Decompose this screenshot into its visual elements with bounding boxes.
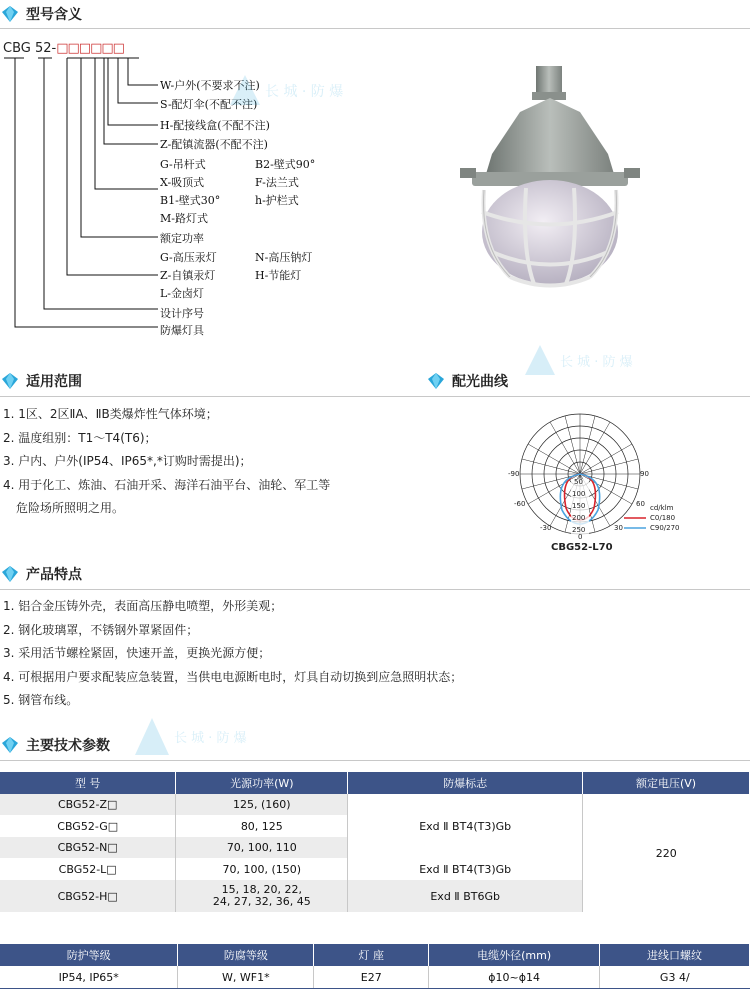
list-item: 1. 1区、2区ⅡA、ⅡB类爆炸性气体环境； [3,407,218,421]
list-item: 危险场所照明之用。 [16,501,125,515]
polar-angle-label: 90 [640,470,649,478]
table-header: 型 号 [0,772,176,794]
list-item: 4. 用于化工、炼油、石油开采、海洋石油平台、油轮、军工等 [3,477,331,492]
section-params-header [0,733,110,757]
table-cell-voltage: 220 [583,794,750,912]
code-label-power: 额定功率 [160,232,204,245]
table-cell: 125, (160) [176,794,348,815]
table-cell: CBG52-G□ [0,815,176,837]
table-header: 进线口螺纹 [600,944,750,966]
svg-text:长 城 · 防 爆: 长 城 · 防 爆 [265,84,344,100]
table-header: 电缆外径(mm) [429,944,600,966]
table-cell: 15, 18, 20, 22, 24, 27, 32, 36, 45 [176,880,348,912]
polar-angle-label: 30 [614,524,623,532]
table-cell: 70, 100, (150) [176,858,348,880]
diamond-icon [0,4,20,24]
table-cell: 80, 125 [176,815,348,837]
polar-unit: cd/klm [650,504,674,512]
spec-table-secondary [0,944,750,988]
diamond-icon [0,564,20,584]
code-label-n-lamp: N-高压钠灯 [255,251,313,264]
features-list [3,595,462,713]
spec-table-main [0,772,750,912]
table-header: 防护等级 [0,944,178,966]
table-header: 防爆标志 [348,772,583,794]
code-label-h-lamp: H-节能灯 [255,269,302,282]
table-header: 额定电压(V) [583,772,750,794]
polar-radial-label: 100 [572,490,586,498]
code-label-h: H-配接线盒(不配不注) [160,119,270,132]
code-label-w: W-户外(不要求不注) [160,79,260,92]
section-model-header [0,2,82,26]
polar-legend-c90: C90/270 [650,524,680,532]
divider [0,28,750,29]
code-label-explosion-proof: 防爆灯具 [160,324,204,337]
list-item: 2. 温度组别：T1～T4(T6)； [3,430,157,445]
section-title: 产品特点 [26,567,82,583]
code-label-s: S-配灯伞(不配不注) [160,98,258,111]
polar-curve-chart [500,400,700,560]
divider [0,396,750,397]
table-cell: Exd Ⅱ BT4(T3)Gb [348,858,583,880]
list-item: 3. 户内、户外(IP54、IP65*,*订购时需提出)； [3,454,252,468]
list-item: 3. 采用活节螺栓紧固，快速开盖，更换光源方便； [3,646,271,660]
watermark-logo [225,70,344,110]
polar-legend-c0: C0/180 [650,514,676,522]
lamp-product-image [450,62,650,292]
section-title: 型号含义 [26,7,82,23]
list-item: 1. 铝合金压铸外壳，表面高压静电喷塑，外形美观； [3,599,283,613]
polar-caption: CBG52-L70 [551,542,613,553]
table-cell: E27 [314,966,429,988]
section-title: 主要技术参数 [26,738,110,754]
polar-radial-label: 150 [572,502,586,510]
divider [0,760,750,761]
polar-angle-label: -60 [514,500,526,508]
model-code [3,41,124,56]
code-label-g-pole: G-吊杆式 [160,158,206,171]
code-label-design: 设计序号 [160,307,204,320]
list-item: 4. 可根据用户要求配装应急装置，当供电电源断电时，灯具自动切换到应急照明状态； [3,669,463,684]
svg-text:长 城 · 防 爆: 长 城 · 防 爆 [174,731,247,746]
section-title: 适用范围 [26,374,82,390]
watermark-logo [520,340,633,380]
table-header: 防腐等级 [178,944,314,966]
polar-radial-label: 200 [572,514,586,522]
code-label-z-lamp: Z-自镇汞灯 [160,269,216,282]
table-cell: CBG52-L□ [0,858,176,880]
model-code-boxes: □□□□□□ [56,41,124,56]
polar-radial-label: 50 [574,478,583,486]
divider [0,589,750,590]
scope-list [3,403,330,521]
code-label-z: Z-配镇流器(不配不注) [160,138,268,151]
watermark-logo [130,710,247,760]
diamond-icon [426,371,446,391]
table-cell: Exd Ⅱ BT4(T3)Gb [348,794,583,858]
table-cell: CBG52-N□ [0,837,176,858]
svg-text:长 城 · 防 爆: 长 城 · 防 爆 [560,355,633,370]
code-label-g-lamp: G-高压汞灯 [160,251,217,264]
diamond-icon [0,371,20,391]
table-cell: W, WF1* [178,966,314,988]
table-row [0,794,750,815]
polar-angle-label: -90 [508,470,520,478]
table-cell: G3 4/ [659,970,690,984]
table-header: 灯 座 [314,944,429,966]
table-header: 光源功率(W) [176,772,348,794]
model-code-tree-lines [0,56,170,336]
diamond-icon [0,735,20,755]
polar-angle-label: 60 [636,500,645,508]
polar-radial-label: 250 [572,526,586,534]
code-label-b1: B1-壁式30° [160,194,221,207]
section-features-header [0,562,82,586]
polar-angle-label: 0 [578,533,583,541]
section-title: 配光曲线 [452,374,508,390]
code-label-f: F-法兰式 [255,176,299,189]
code-label-l-lamp: L-金卤灯 [160,287,205,300]
table-cell: 70, 100, 110 [176,837,348,858]
section-scope-header [0,369,82,393]
table-cell: Exd Ⅱ BT6Gb [348,880,583,912]
list-item: 2. 钢化玻璃罩，不锈钢外罩紧固件； [3,622,199,637]
list-item: 5. 钢管布线。 [3,693,79,707]
code-label-m: M-路灯式 [160,212,208,225]
table-row [0,966,750,988]
divider [0,988,750,989]
code-label-b2: B2-壁式90° [255,158,316,171]
table-cell: ϕ10~ϕ14 [429,966,600,988]
table-cell: CBG52-Z□ [0,794,176,815]
code-label-x: X-吸顶式 [160,176,205,189]
table-cell: IP54, IP65* [0,966,178,988]
model-code-prefix: CBG 52- [3,41,57,56]
section-curve-header [426,369,508,393]
code-label-h-guard: h-护栏式 [255,194,299,207]
polar-angle-label: -30 [540,524,552,532]
table-cell: CBG52-H□ [0,880,176,912]
